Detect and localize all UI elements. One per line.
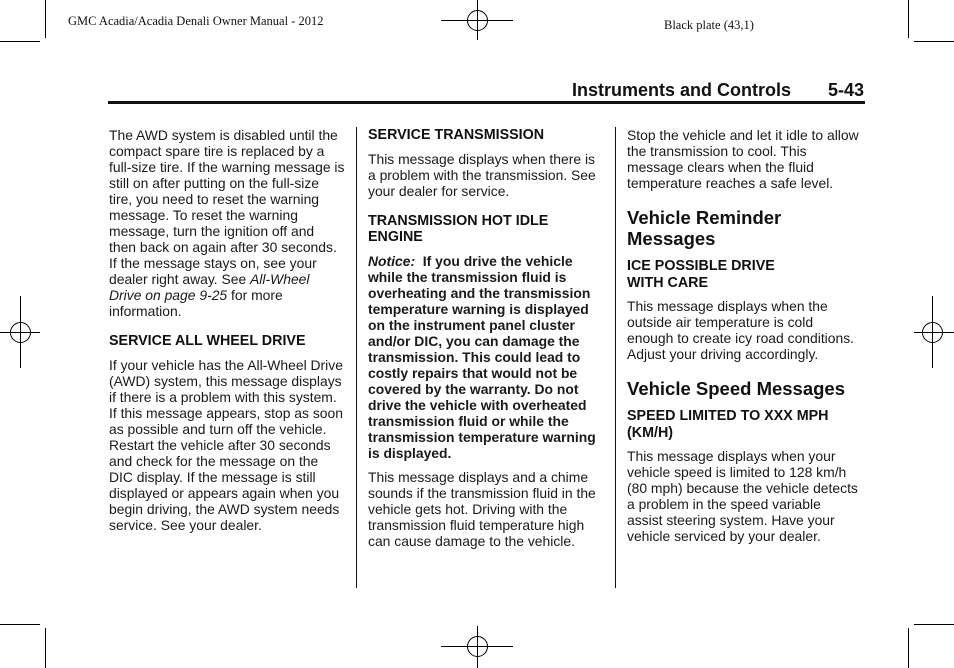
heading-service-transmission: SERVICE TRANSMISSION [368,127,545,143]
heading-service-awd: SERVICE ALL WHEEL DRIVE [109,333,306,349]
notice-label: Notice: [368,252,416,269]
stop-vehicle-paragraph: Stop the vehicle and let it idle to allow the transmission to cool. This message clears when the fluid temperature reaches a safe level. [627,127,859,191]
heading-vehicle-reminder: Vehicle Reminder Messages [627,207,782,249]
column-divider-2 [615,127,616,588]
column-3 [627,127,859,552]
header-rule [108,101,865,104]
crop-mark-br-h [914,624,954,625]
section-title: Instruments and Controls [572,80,792,100]
registration-mark-right [912,296,954,368]
manual-title: GMC Acadia/Acadia Denali Owner Manual - 2012 [68,14,324,28]
column-2 [368,127,606,557]
crop-mark-br-v [908,628,909,668]
awd-disabled-paragraph: The AWD system is disabled until the compact spare tire is replaced by a full-size tire. If the warning message is still on after putting on the full-size tire, you need to reset the warning message. To reset the warning message, turn the ignition off and then back on again after 30 seconds. If the message stays on, see your dealer right away. See All-Wheel Drive on page 9-25 for more information. [109,127,345,319]
plate-label: Black plate (43,1) [664,18,754,32]
registration-mark-top [441,0,513,42]
registration-mark-bottom [441,626,513,668]
cross-reference-link[interactable]: All-Wheel Drive on page 9-25 [109,271,310,303]
heading-ice-possible: ICE POSSIBLE DRIVE WITH CARE [627,258,775,291]
heading-vehicle-speed: Vehicle Speed Messages [627,378,846,399]
service-transmission-paragraph: This message displays when there is a problem with the transmission. See your dealer for service. [368,150,596,199]
heading-speed-limited: SPEED LIMITED TO XXX MPH (KM/H) [627,408,829,441]
crop-mark-tr-h [914,41,954,42]
heading-transmission-hot: TRANSMISSION HOT IDLE ENGINE [368,212,549,245]
crop-mark-tl-v [45,0,46,38]
ice-possible-paragraph: This message displays when the outside air temperature is cold enough to create icy road conditions. Adjust your driving accordingly. [627,298,855,362]
page-number: 5-43 [828,80,865,100]
crop-mark-bl-v [45,628,46,668]
service-awd-paragraph: If your vehicle has the All-Wheel Drive (AWD) system, this message displays if there is a problem with this system. If this message appears, stop as soon as possible and turn off the vehicle. Restart the vehicle after 30 seconds and check for the message on the DIC display. If the message is still displayed or appears again when you begin driving, the AWD system needs service. See your dealer. [109,356,343,533]
transmission-hot-paragraph: This message displays and a chime sounds if the transmission fluid in the vehicle gets hot. Driving with the transmission fluid temperature high can cause damage to the vehicle. [368,468,596,549]
notice-paragraph: Notice: If you drive the vehicle while the transmission fluid is overheating and the transmission temperature warning is displayed on the instrument panel cluster and/or DIC, you can damage the transmission. This could lead to costly repairs that would not be covered by the warranty. Do not drive the vehicle with overheated transmission fluid or while the transmission temperature warning is displayed. [368,252,596,461]
speed-limited-paragraph: This message displays when your vehicle speed is limited to 128 km/h (80 mph) because the vehicle detects a problem in the speed variable assist steering system. Have your vehicle serviced by your dealer. [627,448,858,544]
crop-mark-bl-h [0,624,40,625]
crop-mark-tl-h [0,41,40,42]
crop-mark-tr-v [908,0,909,38]
registration-mark-left [0,296,42,368]
column-1 [109,127,345,541]
column-divider-1 [356,127,357,588]
